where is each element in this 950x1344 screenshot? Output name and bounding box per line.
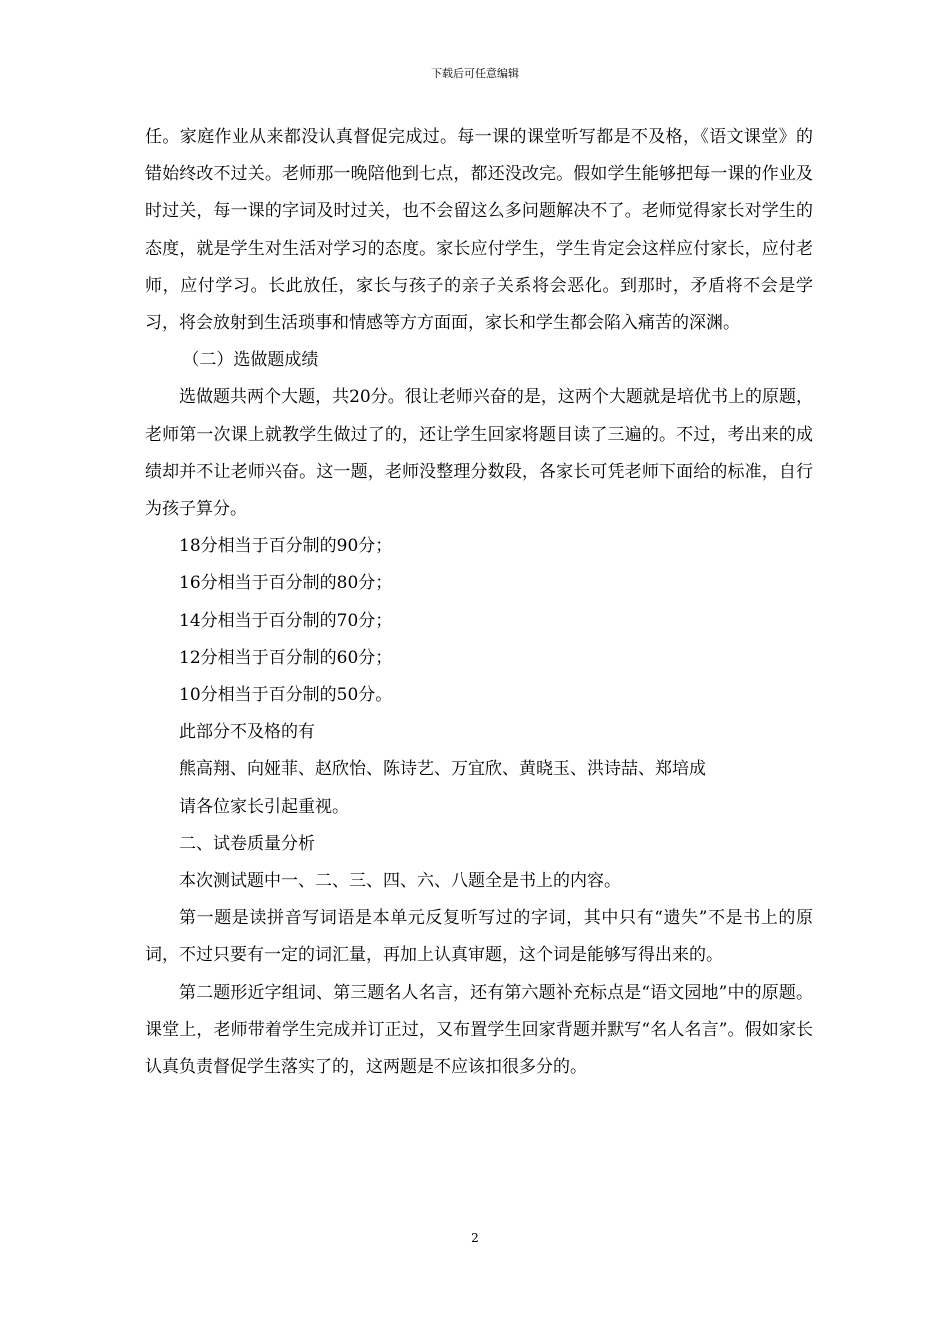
fail-names-list: 熊高翔、向娅菲、赵欣怡、陈诗艺、万宜欣、黄晓玉、洪诗喆、郑培成 — [179, 759, 706, 780]
section-heading-paper-analysis: 二、试卷质量分析 — [179, 833, 315, 854]
fail-intro: 此部分不及格的有 — [179, 722, 315, 743]
paragraph-continuation: 任。家庭作业从来都没认真督促完成过。每一课的课堂听写都是不及格，《语文课堂》的错始终改不过关。老师那一晚陪他到七点，都还没改完。假如学生能够把每一课的作业及时过关，每一课的字词及时过关，也不会留这么多问题解决不了。老师觉得家长对学生的态度，就是学生对生活对学习的态度。家长应付学生，学生肯定会这样应付家长，应付老师，应付学习。长此放任，家长与孩子的亲子关系将会恶化。到那时，矛盾将不会是学习，将会放射到生活琐事和情感等方方面面，家长和学生都会陷入痛苦的深渊。 — [145, 127, 813, 334]
notice-text: 请各位家长引起重视。 — [179, 796, 349, 817]
score-line: 18分相当于百分制的90分； — [179, 536, 393, 557]
score-line: 10分相当于百分制的50分。 — [179, 685, 393, 706]
score-line: 14分相当于百分制的70分； — [179, 610, 393, 631]
page-header: 下载后可任意编辑 — [431, 67, 519, 80]
subheading-optional-questions: （二）选做题成绩 — [182, 350, 319, 371]
page-number: 2 — [471, 1231, 479, 1245]
score-line: 16分相当于百分制的80分； — [179, 573, 393, 594]
paragraph-question-one: 第一题是读拼音写词语是本单元反复听写过的字词，其中只有“遗失”不是书上的原词，不过只要有一定的词汇量，再加上认真审题，这个词是能够写得出来的。 — [145, 908, 813, 966]
paragraph-question-two-three: 第二题形近字组词、第三题名人名言，还有第六题补充标点是“语文园地”中的原题。课堂上，老师带着学生完成并订正过，又布置学生回家背题并默写“名人名言”。假如家长认真负责督促学生落实了的，这两题是不应该扣很多分的。 — [145, 982, 813, 1078]
score-line: 12分相当于百分制的60分； — [179, 647, 393, 668]
document-body — [145, 119, 813, 1086]
paragraph-book-content: 本次测试题中一、二、三、四、六、八题全是书上的内容。 — [179, 871, 621, 892]
paragraph-optional-questions: 选做题共两个大题，共20分。很让老师兴奋的是，这两个大题就是培优书上的原题，老师第一次课上就教学生做过了的，还让学生回家将题目读了三遍的。不过，考出来的成绩却并不让老师兴奋。这一题，老师没整理分数段，各家长可凭老师下面给的标准，自行为孩子算分。 — [145, 387, 813, 520]
